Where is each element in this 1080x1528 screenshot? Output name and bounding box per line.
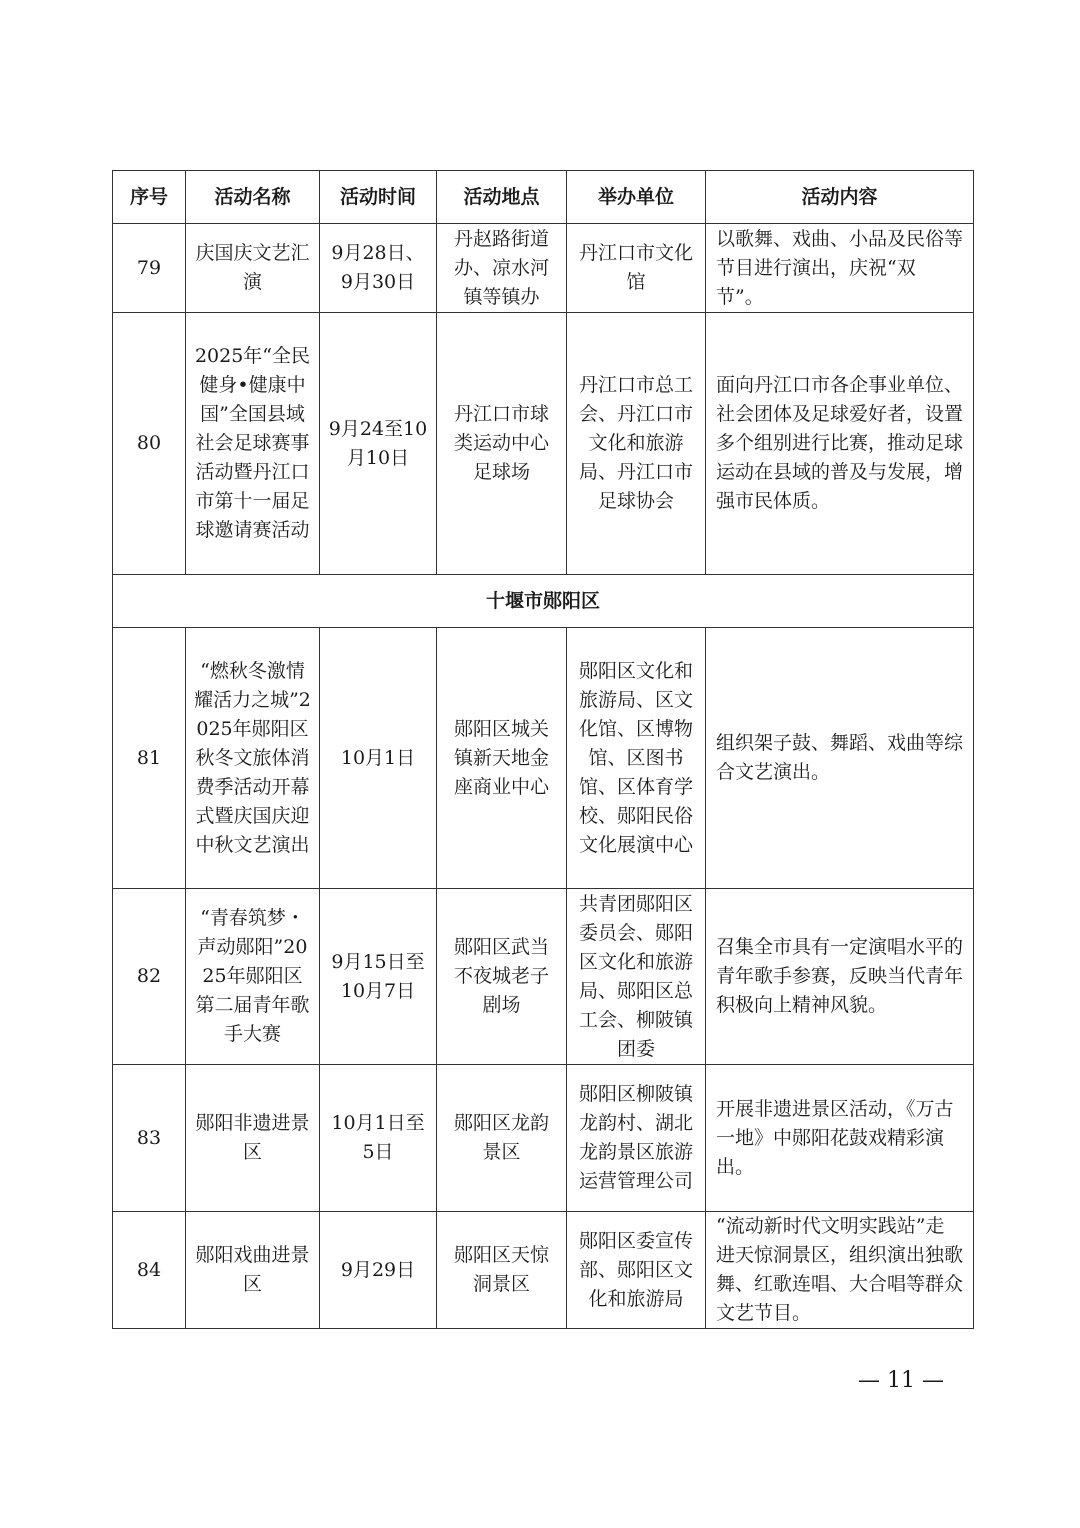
cell-organizer: 郧阳区委宣传部、郧阳区文化和旅游局 (567, 1212, 706, 1329)
cell-serial: 83 (113, 1065, 186, 1212)
cell-organizer: 共青团郧阳区委员会、郧阳区文化和旅游局、郧阳区总工会、柳陂镇团委 (567, 889, 706, 1065)
header-activity-time: 活动时间 (320, 171, 437, 224)
cell-organizer: 郧阳区文化和旅游局、区文化馆、区博物馆、区图书馆、区体育学校、郧阳民俗文化展演中心 (567, 628, 706, 889)
table-row (113, 1065, 974, 1212)
header-serial: 序号 (113, 171, 186, 224)
cell-serial: 81 (113, 628, 186, 889)
section-title: 十堰市郧阳区 (113, 575, 974, 628)
events-table (112, 170, 974, 1329)
cell-activity-content: “流动新时代文明实践站”走进天惊洞景区，组织演出独歌舞、红歌连唱、大合唱等群众文艺节目。 (706, 1212, 974, 1329)
cell-activity-name: 2025年“全民健身•健康中国”全国县域社会足球赛事活动暨丹江口市第十一届足球邀请赛活动 (186, 313, 320, 575)
cell-organizer: 郧阳区柳陂镇龙韵村、湖北龙韵景区旅游运营管理公司 (567, 1065, 706, 1212)
header-activity-content: 活动内容 (706, 171, 974, 224)
cell-activity-content: 组织架子鼓、舞蹈、戏曲等综合文艺演出。 (706, 628, 974, 889)
cell-serial: 84 (113, 1212, 186, 1329)
cell-serial: 79 (113, 224, 186, 313)
cell-activity-name: 郧阳戏曲进景区 (186, 1212, 320, 1329)
cell-activity-name: “燃秋冬激情 耀活力之城”2025年郧阳区秋冬文旅体消费季活动开幕式暨庆国庆迎中秋文艺演出 (186, 628, 320, 889)
cell-activity-content: 以歌舞、戏曲、小品及民俗等节目进行演出，庆祝“双节”。 (706, 224, 974, 313)
cell-activity-time: 9月29日 (320, 1212, 437, 1329)
header-activity-place: 活动地点 (437, 171, 567, 224)
cell-activity-content: 开展非遗进景区活动，《万古一地》中郧阳花鼓戏精彩演出。 (706, 1065, 974, 1212)
cell-activity-time: 10月1日至5日 (320, 1065, 437, 1212)
cell-activity-place: 郧阳区龙韵景区 (437, 1065, 567, 1212)
page-number: — 11 — (858, 1368, 944, 1393)
cell-serial: 80 (113, 313, 186, 575)
header-activity-name: 活动名称 (186, 171, 320, 224)
table-header-row (113, 171, 974, 224)
cell-activity-name: “青春筑梦・声动郧阳”2025年郧阳区第二届青年歌手大赛 (186, 889, 320, 1065)
cell-activity-name: 庆国庆文艺汇演 (186, 224, 320, 313)
cell-organizer: 丹江口市文化馆 (567, 224, 706, 313)
cell-activity-place: 郧阳区武当不夜城老子剧场 (437, 889, 567, 1065)
section-row (113, 575, 974, 628)
cell-activity-time: 9月24至10月10日 (320, 313, 437, 575)
cell-activity-name: 郧阳非遗进景区 (186, 1065, 320, 1212)
table-row (113, 313, 974, 575)
cell-activity-time: 10月1日 (320, 628, 437, 889)
table-row (113, 224, 974, 313)
cell-organizer: 丹江口市总工会、丹江口市文化和旅游局、丹江口市足球协会 (567, 313, 706, 575)
cell-activity-time: 9月28日、9月30日 (320, 224, 437, 313)
cell-activity-place: 丹赵路街道办、凉水河镇等镇办 (437, 224, 567, 313)
cell-serial: 82 (113, 889, 186, 1065)
cell-activity-content: 召集全市具有一定演唱水平的青年歌手参赛，反映当代青年积极向上精神风貌。 (706, 889, 974, 1065)
cell-activity-place: 郧阳区天惊洞景区 (437, 1212, 567, 1329)
table-row (113, 1212, 974, 1329)
cell-activity-time: 9月15日至10月7日 (320, 889, 437, 1065)
cell-activity-place: 丹江口市球类运动中心足球场 (437, 313, 567, 575)
cell-activity-place: 郧阳区城关镇新天地金座商业中心 (437, 628, 567, 889)
cell-activity-content: 面向丹江口市各企事业单位、社会团体及足球爱好者，设置多个组别进行比赛，推动足球运动在县域的普及与发展，增强市民体质。 (706, 313, 974, 575)
table-row (113, 889, 974, 1065)
table-row (113, 628, 974, 889)
header-organizer: 举办单位 (567, 171, 706, 224)
